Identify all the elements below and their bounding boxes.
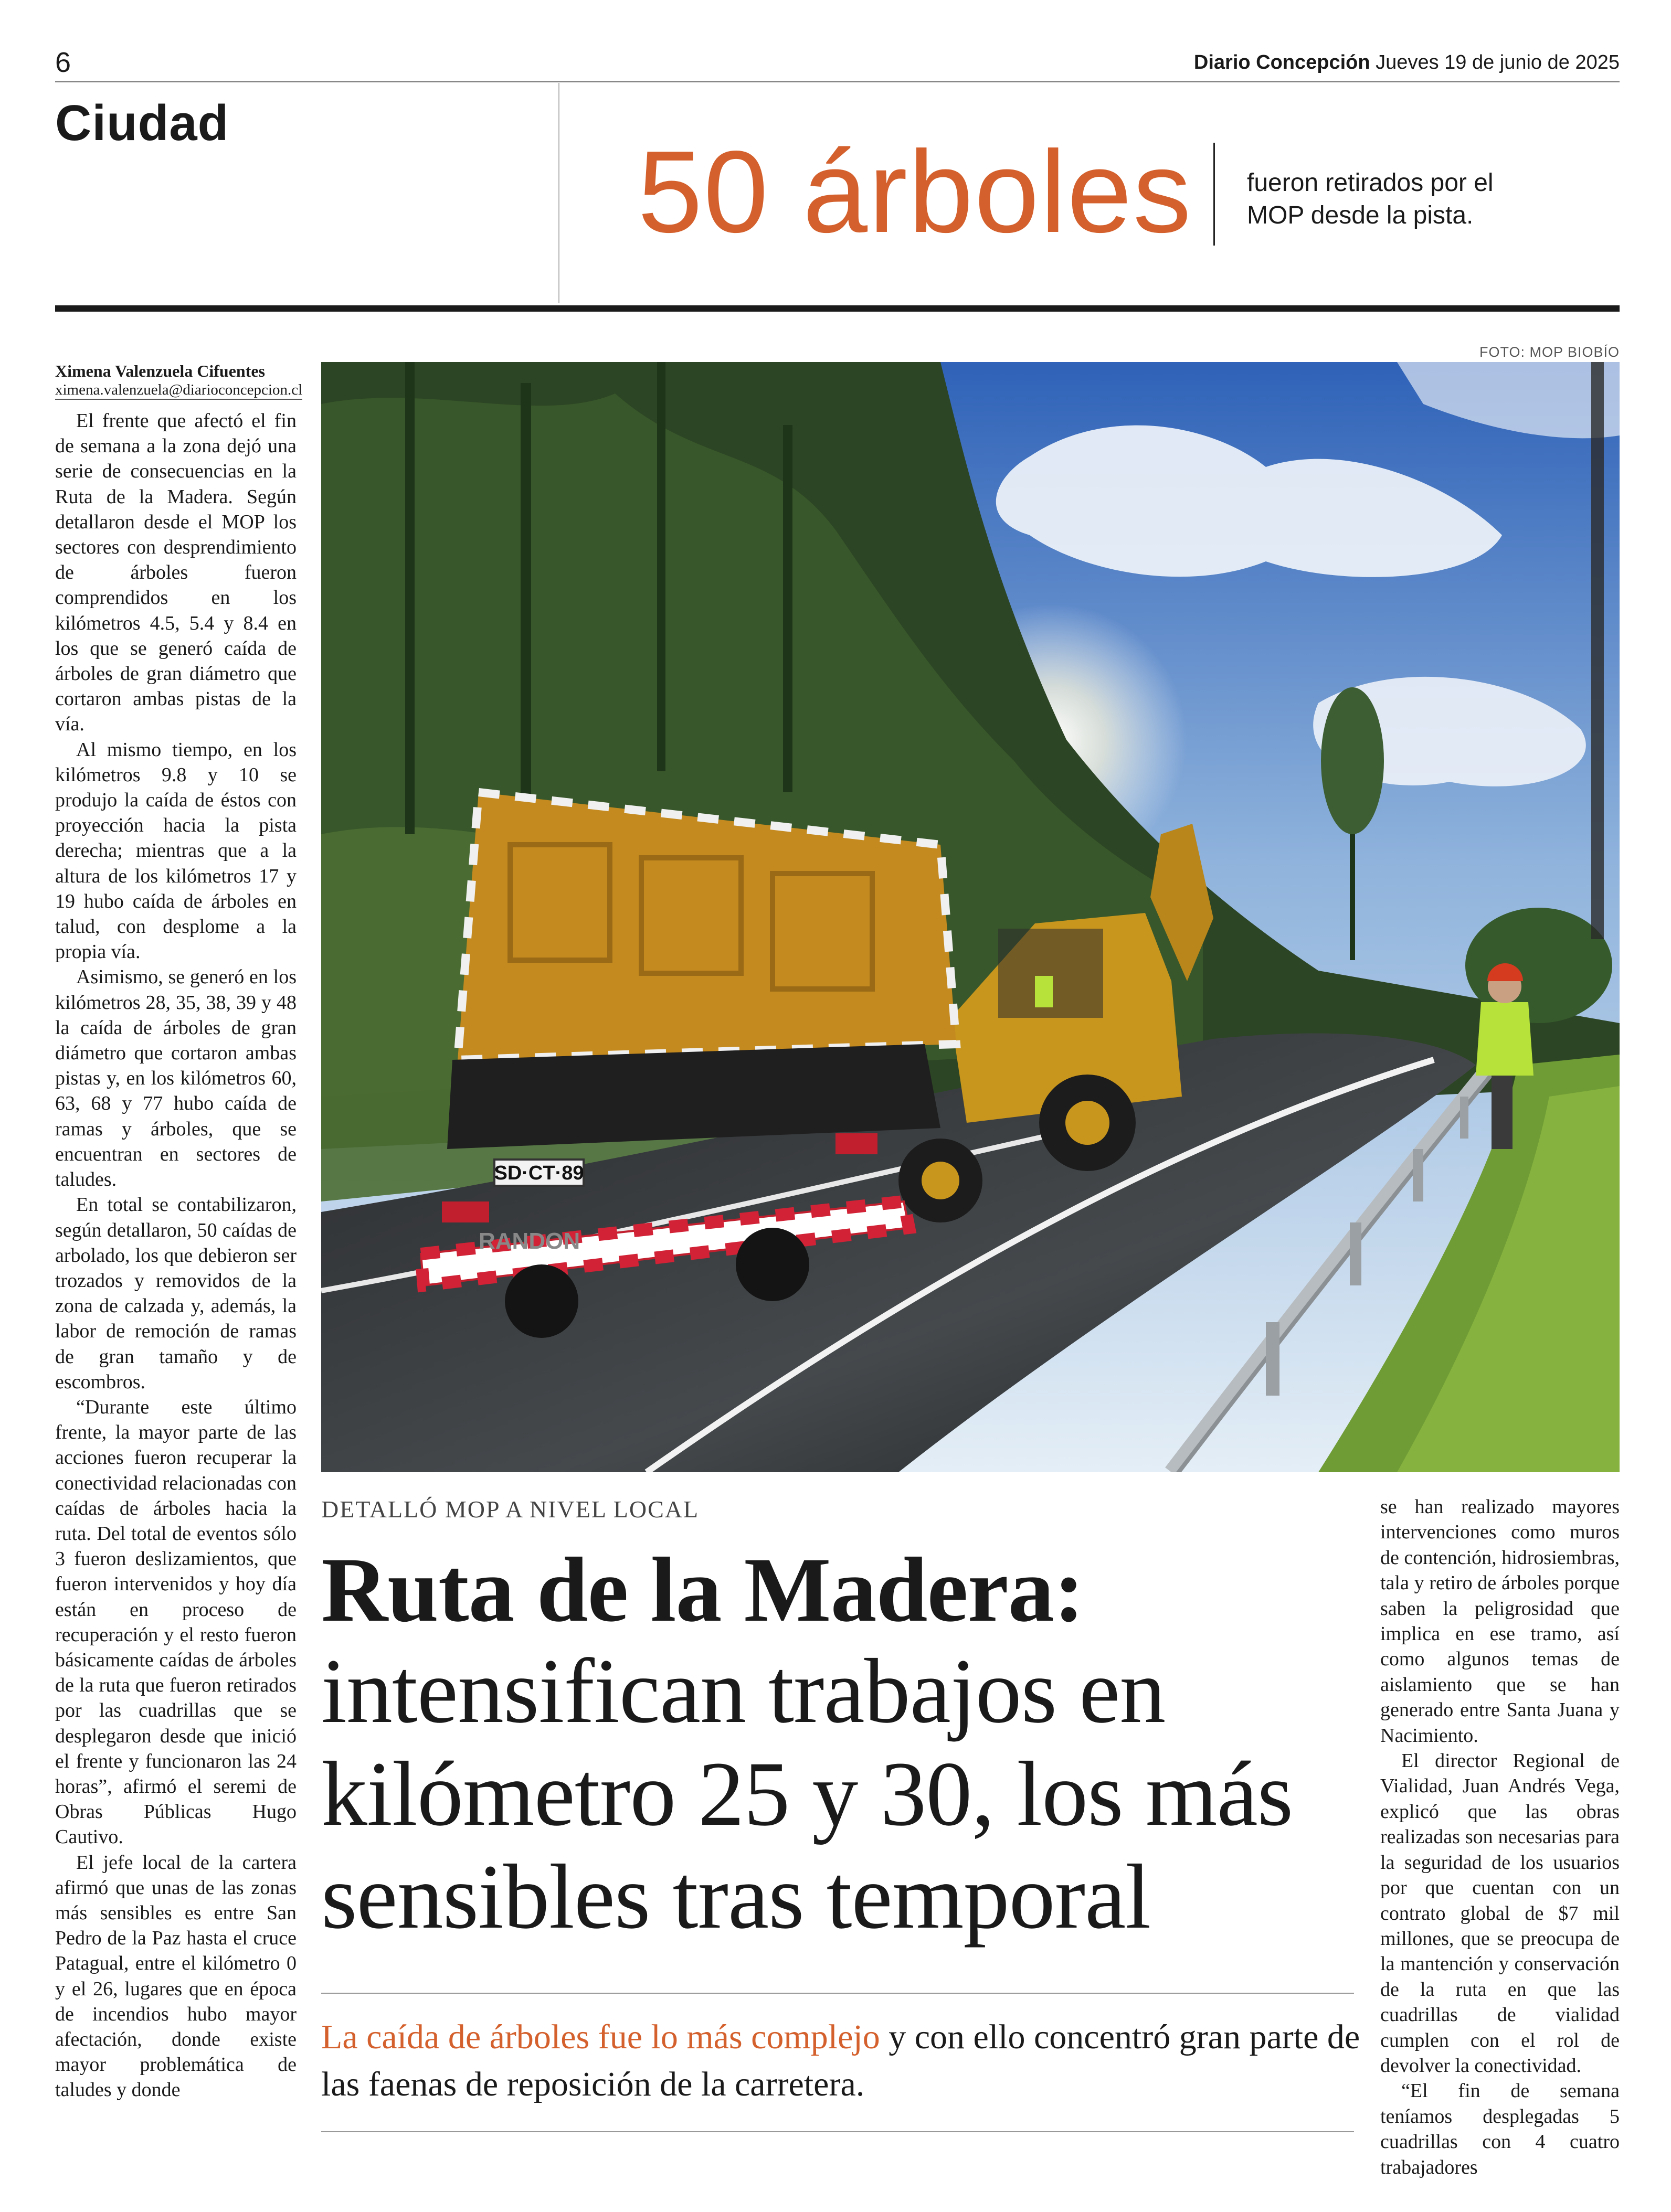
header-divider [558, 83, 559, 303]
masthead [1194, 51, 1620, 74]
truck-brand: RANDON [479, 1228, 580, 1254]
paragraph: En total se contabilizaron, según detallaron, 50 caídas de arbolado, los que debieron ser trozados y removidos de la zona de calzada y, además, la labor de remoción de ramas de gran tamaño y de escombros. [55, 1194, 297, 1393]
newspaper-name: Diario Concepción [1193, 51, 1370, 73]
utility-pole [1591, 362, 1604, 939]
paragraph: Al mismo tiempo, en los kilómetros 9.8 y 10 se produjo la caída de éstos con proyección hacia la pista derecha; mientras que a la altura de los kilómetros 17 y 19 hubo caída de árboles en talud, con desplome a la propia vía. [55, 738, 297, 963]
deck-highlight: La caída de árboles fue lo más complejo [321, 2018, 880, 2056]
deck-text: y con ello concentró gran parte de las faenas de reposición de la carretera. [321, 2018, 1360, 2103]
paragraph: El jefe local de la cartera afirmó que unas de las zonas más sensibles es entre San Pedro de la Paz hasta el cruce Patagual, entre el kilómetro 0 y el 26, lugares que en época de incendios hubo mayor afectación, donde existe mayor problemática de taludes y donde [55, 1851, 297, 2101]
top-rule [55, 81, 1620, 82]
stat-number: 50 árboles [638, 127, 1192, 257]
paragraph: El director Regional de Vialidad, Juan Andrés Vega, explicó que las obras realizadas son necesarias para la seguridad de los usuarios por que cuentan con un contrato global de $7 mil millones, que se preocupa de la mantención y conservación de la ruta en que las cuadrillas de vialidad cumplen con el rol de devolver la conectividad. [1380, 1750, 1620, 2077]
right-column-body [1380, 1494, 1620, 2180]
headline-rest: intensifican trabajos en kilómetro 25 y 30, los más sensibles tras temporal [321, 1640, 1293, 1948]
license-plate: SD·CT·89 [494, 1162, 584, 1184]
author-name: Ximena Valenzuela Cifuentes [55, 361, 265, 380]
paragraph: El frente que afectó el fin de semana a la zona dejó una serie de consecuencias en la Ruta de la Madera. Según detallaron desde el MOP los sectores con desprendimiento de árboles fueron comprendidos en los kilómetros 4.5, 5.4 y 8.4 en los que se generó caída de árboles de gran diámetro que cortaron ambas pistas de la vía. [55, 410, 297, 736]
issue-date: Jueves 19 de junio de 2025 [1376, 51, 1620, 73]
paragraph: Asimismo, se generó en los kilómetros 28, 35, 38, 39 y 48 la caída de árboles de gran diámetro que cortaron ambas pistas y, en los kilómetros 60, 63, 68 y 77 hubo caída de ramas y árboles, que se encuentran en sectores de taludes. [55, 966, 297, 1191]
headline-bold: Ruta de la Madera: [321, 1539, 1084, 1641]
kicker: DETALLÓ MOP A NIVEL LOCAL [321, 1496, 700, 1523]
truck-roadwork-illustration [321, 362, 1620, 1472]
paragraph: “Durante este último frente, la mayor parte de las acciones fueron recuperar la conectividad relacionadas con caídas de árboles hacia la ruta. Del total de eventos sólo 3 fueron deslizamientos, que fueron intervenidos y hoy día están en proceso de recuperación y el resto fueron básicamente caídas de árboles de la ruta que fueron retirados por las cuadrillas que se desplegaron desde que inició el frente y funcionaron las 24 horas”, afirmó el seremi de Obras Públicas Hugo Cautivo. [55, 1396, 297, 1848]
stat-caption: fueron retirados por el MOP desde la pista. [1247, 169, 1494, 229]
byline [55, 361, 303, 400]
section-label: Ciudad [55, 95, 229, 151]
author-email[interactable]: ximena.valenzuela@diarioconcepcion.cl [55, 381, 302, 400]
left-column-body [55, 408, 297, 2103]
paragraph: “El fin de semana teníamos desplegadas 5 cuadrillas con 4 cuatro trabajadores [1380, 2080, 1620, 2178]
deck-rule [321, 2131, 1354, 2132]
deck-rule [321, 1993, 1354, 1994]
deck [321, 2014, 1360, 2108]
paragraph: se han realizado mayores intervenciones como muros de contención, hidrosiembras, tala y retiro de árboles porque saben la peligrosidad que implica en ese tramo, así como algunos temas de aislamiento que se han generado entre Santa Juana y Nacimiento. [1380, 1496, 1620, 1747]
header-thick-rule [55, 305, 1620, 312]
page-number: 6 [55, 47, 71, 78]
stat-divider [1213, 143, 1215, 246]
photo-credit: FOTO: MOP BIOBÍO [1479, 344, 1620, 360]
main-photo [321, 362, 1620, 1472]
